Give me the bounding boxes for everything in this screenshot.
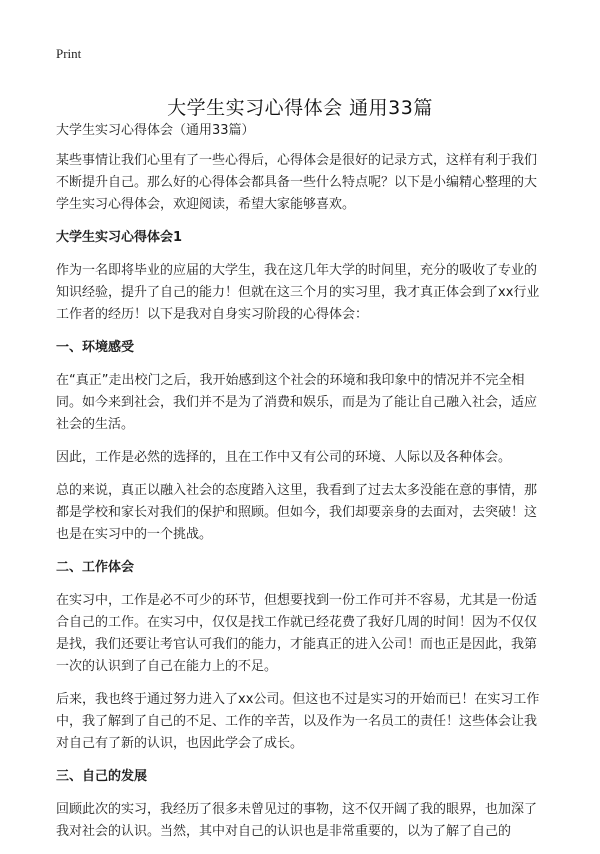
heading-work: 二、工作体会 <box>56 560 135 575</box>
paragraph: 后来，我也终于通过努力进入了xx公司。但这也不过是实习的开始而已！在实习工作中，我了解到了自己的不足、工作的辛苦，以及作为一名员工的责任！这些体会让我对自己有了新的认识，也因此学会了成长。 <box>56 692 540 751</box>
intro-paragraph: 某些事情让我们心里有了一些心得后，心得体会是很好的记录方式，这样有利于我们不断提升自己。那么好的心得体会都具备一些什么特点呢？以下是小编精心整理的大学生实习心得体会，欢迎阅读，希望大家能够喜欢。 <box>56 153 538 212</box>
paragraph: 因此，工作是必然的选择的，且在工作中又有公司的环境、人际以及各种体会。 <box>56 450 512 465</box>
document-subtitle: 大学生实习心得体会（通用33篇） <box>56 123 255 138</box>
document-body <box>56 120 546 854</box>
paragraph: 在实习中，工作是必不可少的环节，但想要找到一份工作可并不容易，尤其是一份适合自己的工作。在实习中，仅仅是找工作就已经花费了我好几周的时间！因为不仅仅是找，我们还要让考官认可我们的能力，才能真正的进入公司！而也正是因此，我第一次的认识到了自己在能力上的不足。 <box>56 593 538 674</box>
paragraph: 回顾此次的实习，我经历了很多未曾见过的事物，这不仅开阔了我的眼界，也加深了我对社会的认识。当然，其中对自己的认识也是非常重要的，以为了解了自己的 <box>56 802 538 839</box>
heading-development: 三、自己的发展 <box>56 769 148 784</box>
heading-environment: 一、环境感受 <box>56 340 135 355</box>
section-title: 大学生实习心得体会1 <box>56 230 183 245</box>
document-title: 大学生实习心得体会 通用33篇 <box>167 96 433 119</box>
print-label[interactable]: Print <box>56 46 82 61</box>
paragraph: 总的来说，真正以融入社会的态度踏入这里，我看到了过去太多没能在意的事情，那都是学校和家长对我们的保护和照顾。但如今，我们却要亲身的去面对，去突破！这也是在实习中的一个挑战。 <box>56 483 538 542</box>
paragraph: 作为一名即将毕业的应届的大学生，我在这几年大学的时间里，充分的吸收了专业的知识经验，提升了自己的能力！但就在这三个月的实习里，我才真正体会到了xx行业工作者的经历！以下是我对自身实习阶段的心得体会： <box>56 263 540 322</box>
paragraph: 在“真正”走出校门之后，我开始感到这个社会的环境和我印象中的情况并不完全相同。如今来到社会，我们并不是为了消费和娱乐，而是为了能让自己融入社会，适应社会的生活。 <box>56 373 538 432</box>
